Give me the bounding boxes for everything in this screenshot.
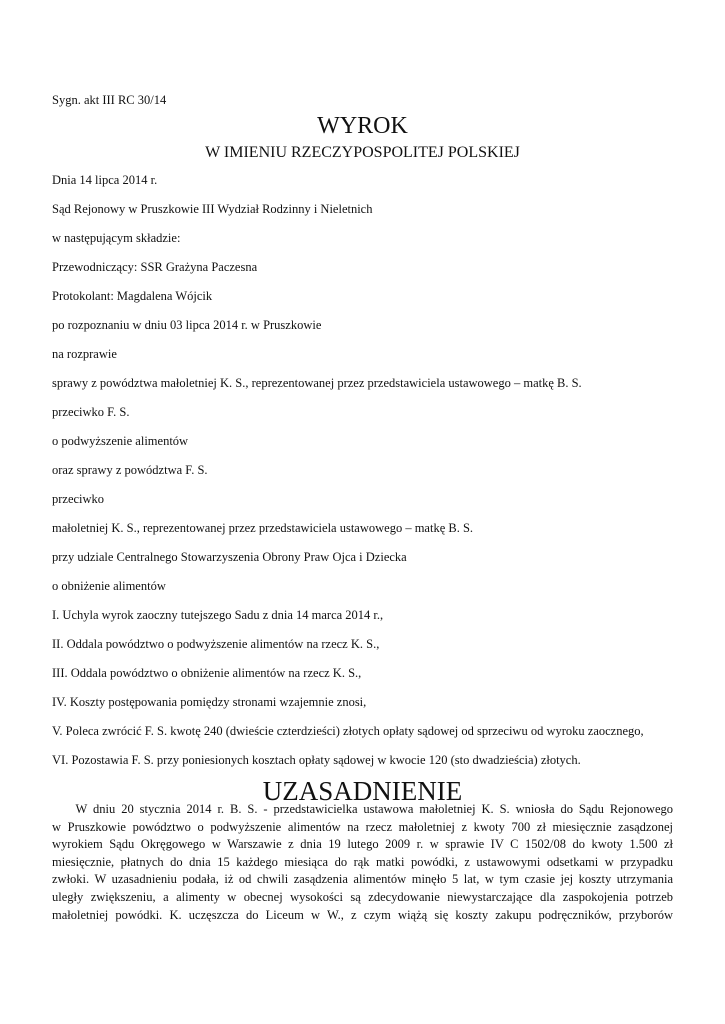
hearing-info: po rozpoznaniu w dniu 03 lipca 2014 r. w Pruszkowie <box>52 318 322 332</box>
hearing-type: na rozprawie <box>52 347 117 361</box>
paragraph-line: uległy zwiększeniu, a alimenty w obecnej wysokości są zdecydowanie niewystarczające dla zaspokojenia potrzeb <box>52 889 673 904</box>
paragraph-line: W dniu 20 stycznia 2014 r. B. S. - przedstawicielka ustawowa małoletniej K. S. wniosła do Sądu Rejonowego <box>52 802 673 816</box>
claim-2-plaintiff: oraz sprawy z powództwa F. S. <box>52 463 208 477</box>
claim-2-subject: o obniżenie alimentów <box>52 579 166 593</box>
judgment-date: Dnia 14 lipca 2014 r. <box>52 173 158 187</box>
claim-1-plaintiff: sprawy z powództwa małoletniej K. S., reprezentowanej przez przedstawiciela ustawowego – matkę B. S. <box>52 376 582 390</box>
paragraph-line: miesięcznie, płatnych do dnia 15 każdego miesiąca do rąk matki powódki, z ustawowymi odsetkami w przypadku <box>52 854 673 869</box>
ruling-item: IV. Koszty postępowania pomiędzy stronami wzajemnie znosi, <box>52 695 367 709</box>
claim-2-defendant: małoletniej K. S., reprezentowanej przez przedstawiciela ustawowego – matkę B. S. <box>52 521 474 535</box>
claim-2-participant: przy udziale Centralnego Stowarzyszenia Obrony Praw Ojca i Dziecka <box>52 550 407 564</box>
paragraph-line: w Pruszkowie powództwo o podwyższenie alimentów na rzecz małoletniej z kwoty 700 zł miesięcznie zasądzonej <box>52 819 673 834</box>
court-name: Sąd Rejonowy w Pruszkowie III Wydział Rodzinny i Nieletnich <box>52 202 373 216</box>
document-title: WYROK <box>317 113 408 139</box>
claim-2-against: przeciwko <box>52 492 105 506</box>
ruling-item: II. Oddala powództwo o podwyższenie alimentów na rzecz K. S., <box>52 637 380 651</box>
paragraph-line: małoletniej powódki. K. uczęszcza do Liceum w W., z czym wiążą się koszty zakupu podręczników, przyborów <box>52 907 673 922</box>
case-number: Sygn. akt III RC 30/14 <box>52 93 167 107</box>
claim-1-defendant: przeciwko F. S. <box>52 405 130 419</box>
composition-label: w następującym składzie: <box>52 231 181 245</box>
paragraph-line: zwłoki. W uzasadnieniu podała, iż od chwili zasądzenia alimentów minęło 5 lat, w tym czasie jej koszty utrzymania <box>52 872 673 887</box>
ruling-item: I. Uchyla wyrok zaoczny tutejszego Sadu z dnia 14 marca 2014 r., <box>52 608 384 622</box>
ruling-item: V. Poleca zwrócić F. S. kwotę 240 (dwieście czterdzieści) złotych opłaty sądowej od sprzeciwu od wyroku zaocznego, <box>52 724 644 738</box>
ruling-item: III. Oddala powództwo o obniżenie alimentów na rzecz K. S., <box>52 666 362 680</box>
paragraph-line: wyrokiem Sądu Okręgowego w Warszawie z dnia 19 lutego 2009 r. w sprawie IV C 1502/08 do kwoty 1.500 zł <box>52 837 673 852</box>
presiding-judge: Przewodniczący: SSR Grażyna Paczesna <box>52 260 258 274</box>
claim-1-subject: o podwyższenie alimentów <box>52 434 189 448</box>
justification-paragraph <box>52 801 673 924</box>
court-clerk: Protokolant: Magdalena Wójcik <box>52 289 213 303</box>
ruling-item: VI. Pozostawia F. S. przy poniesionych kosztach opłaty sądowej w kwocie 120 (sto dwadzieścia) złotych. <box>52 753 581 767</box>
document-subtitle: W IMIENIU RZECZYPOSPOLITEJ POLSKIEJ <box>205 144 520 161</box>
justification-heading: UZASADNIENIE <box>262 776 463 806</box>
